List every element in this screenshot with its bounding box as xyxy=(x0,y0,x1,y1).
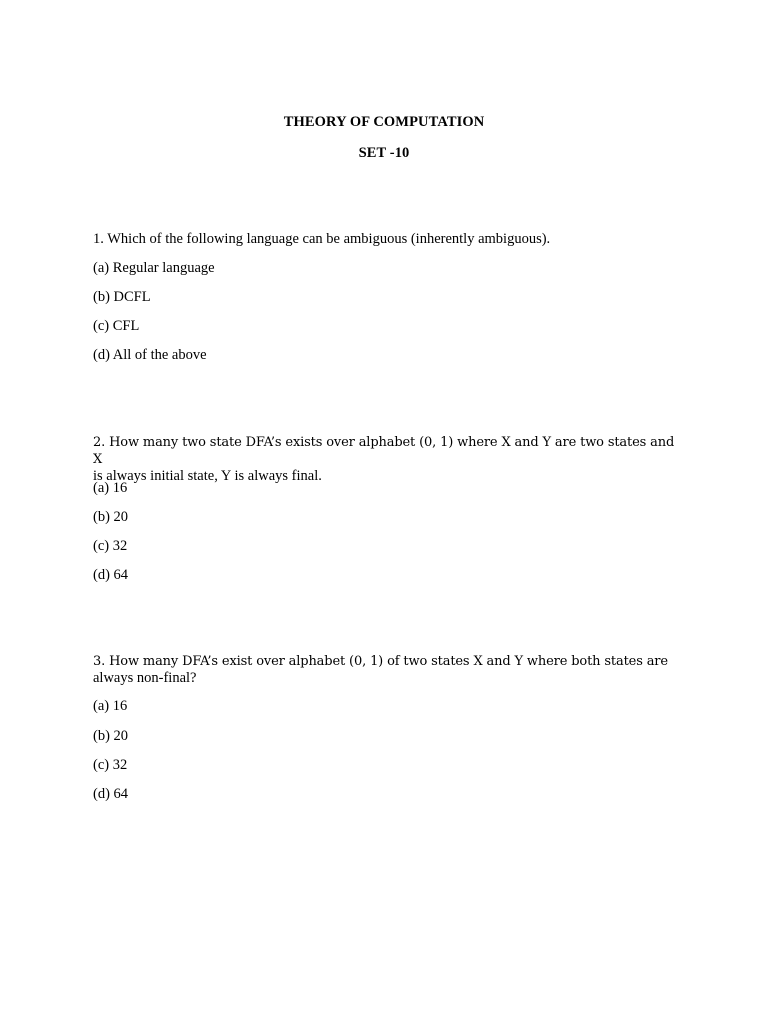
question-1-option-d: (d) All of the above xyxy=(93,347,207,363)
document-title: THEORY OF COMPUTATION xyxy=(283,114,485,130)
question-3-line-1: 3. How many DFA’s exist over alphabet (0, 1) of two states X and Y where both states are xyxy=(93,654,668,669)
question-3-option-c: (c) 32 xyxy=(93,757,128,773)
question-1-option-a: (a) Regular language xyxy=(93,260,215,276)
question-2-option-b: (b) 20 xyxy=(93,509,129,525)
question-1-line: 1. Which of the following language can be ambiguous (inherently ambiguous). xyxy=(93,231,551,247)
question-3-text xyxy=(93,653,683,687)
question-2-option-c: (c) 32 xyxy=(93,538,128,554)
question-3-option-b: (b) 20 xyxy=(93,728,129,744)
question-3-line-2: always non-final? xyxy=(93,670,197,686)
question-2-line-2: is always initial state, Y is always final. xyxy=(93,468,322,484)
question-2-text xyxy=(93,434,683,485)
document-set-label: SET -10 xyxy=(358,145,410,161)
question-2-option-d: (d) 64 xyxy=(93,567,129,583)
question-1-text xyxy=(93,231,683,248)
question-2-option-a: (a) 16 xyxy=(93,480,128,496)
question-1-option-b: (b) DCFL xyxy=(93,289,151,305)
question-2-line-1: 2. How many two state DFA’s exists over alphabet (0, 1) where X and Y are two states and X xyxy=(93,435,675,467)
question-3-option-d: (d) 64 xyxy=(93,786,129,802)
question-3-option-a: (a) 16 xyxy=(93,698,128,714)
question-1-option-c: (c) CFL xyxy=(93,318,140,334)
